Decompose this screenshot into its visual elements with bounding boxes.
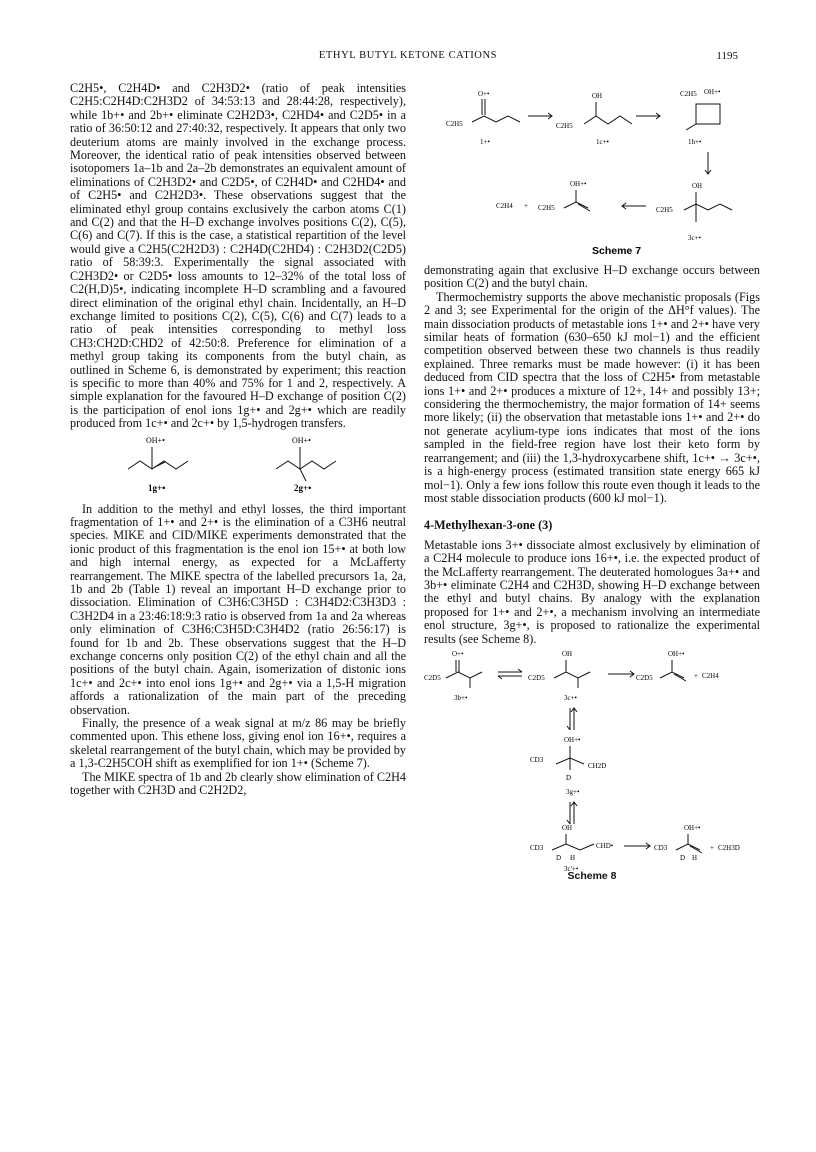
svg-text:1g+•: 1g+•	[148, 482, 166, 493]
svg-text:C2H5: C2H5	[556, 122, 573, 130]
left-paragraph-4: The MIKE spectra of 1b and 2b clearly show elimination of C2H4 together with C2H3D and C2H2D2,	[70, 769, 406, 798]
scheme7-arrow-4	[622, 203, 646, 209]
scheme-7	[424, 82, 760, 258]
svg-text:3g+•: 3g+•	[566, 787, 580, 796]
scheme8-structure-3b	[424, 650, 482, 702]
scheme8-structure-16	[636, 650, 719, 682]
left-paragraph-1: C2H5•, C2H4D• and C2H3D2• (ratio of peak intensities C2H5:C2H4D:C2H3D2 of 34:53:13 and 28:44:28, respectively), while 1b+• and 2b+• eliminate C2H2D3•, C2HD4• and C2D5• in a ratio of 36:50:12 and 27:40:32, respectively. It appears that only two deuterium atoms are mainly involved in the exchange process. Moreover, the identical ratio of peak intensities observed between isotopomers 1a–1b and 2a–2b demonstrates an equivalent amount of eliminations of C2H3D2• and C2D5•, of C2H4D• and C2HD4• and of C2H5• and C2H2D3•. These observations suggest that the eliminated ethyl group contains exclusively the carbon atoms C(1) and C(2) and that the H–D exchange involves positions C(2), C(5), C(6) and C(7). If this is the case, a statistical repartition of the level would give a C2H5(C2H2D3) : C2H4D(C2HD4) : C2H3D2(C2D5) ratio of 58:39:3. Experimentally the signal associated with C2H3D2• or C2D5• loss amounts to 12–32% of the total loss of C2(H,D)5•, indicating incomplete H–D scrambling and a favoured direct elimination of the original ethyl chain. Incidentally, an H–D exchange limited to positions C(2), C(5), C(6) and C(7) leads to a ratio of peak intensities corresponding to methyl loss CH3:CH2D:CHD2 of 42:50:8. Preference for elimination of a methyl group taking its components from the butyl chain, as outlined in Scheme 6, is demonstrated by experiment; this reaction is specific to more than 40% and 75% for 1 and 2, respectively. A simple explanation for the favoured H–D exchange of position C(2) is the participation of enol ions 1g+• and 2g+• which are readily produced from 1c+• and 2c+• by 1,5-hydrogen transfers.	[70, 81, 406, 431]
left-paragraph-3: Finally, the presence of a weak signal at m/z 86 may be briefly commented upon. This ethene loss, giving enol ion 16+•, requires a skeletal rearrangement of the butyl chain, which may be provided by a 1,3-C2H5COH shift as exemplified for ion 1+• (Scheme 7).	[70, 716, 406, 771]
scheme-8	[424, 646, 760, 872]
scheme8-structure-16d	[654, 824, 740, 862]
svg-text:D: D	[680, 853, 686, 862]
right-paragraph-3: Metastable ions 3+• dissociate almost exclusively by elimination of a C2H4 molecule to produce ions 16+•, i.e. the expected product of the McLafferty rearrangement. The deuterated homologues 3a+• and 3b+• eliminate C2H4 and C2H3D, showing H–D exchange between the ethyl and butyl chains. By analogy with the explanation proposed for 1+• and 2+•, a mechanism involving an intermediate enol structure, 3g+•, is proposed to rationalize the experimental results (see Scheme 8).	[424, 537, 760, 646]
scheme8-structure-3c	[528, 650, 590, 702]
svg-text:O+•: O+•	[452, 649, 464, 658]
scheme7-plus: +	[524, 202, 528, 210]
structure-2g	[276, 436, 336, 493]
scheme8-caption: Scheme 8	[567, 869, 617, 882]
scheme8-structure-3c-prime	[530, 824, 614, 872]
svg-text:C2D5: C2D5	[424, 673, 441, 682]
svg-text:OH+•: OH+•	[146, 435, 165, 445]
scheme8-equilibrium-3	[567, 802, 577, 824]
svg-text:1c+•: 1c+•	[596, 138, 610, 146]
svg-text:CD3: CD3	[530, 843, 544, 852]
scheme7-structure-16	[538, 180, 590, 212]
svg-text:+: +	[710, 843, 714, 852]
svg-text:C2H4: C2H4	[702, 671, 719, 680]
svg-text:D: D	[556, 853, 562, 862]
svg-text:OH+•: OH+•	[668, 649, 685, 658]
svg-text:2g+•: 2g+•	[294, 482, 312, 493]
svg-text:C2H5: C2H5	[538, 204, 555, 212]
left-column	[70, 82, 406, 798]
svg-text:CH2D: CH2D	[588, 761, 607, 770]
svg-text:H: H	[570, 853, 576, 862]
svg-text:OH: OH	[562, 649, 573, 658]
page-header	[0, 50, 816, 66]
svg-text:C2H5: C2H5	[680, 90, 697, 98]
structure-1g	[128, 436, 188, 493]
scheme7-structure-1c	[556, 92, 632, 146]
scheme7-caption: Scheme 7	[592, 245, 642, 257]
running-title: ETHYL BUTYL KETONE CATIONS	[318, 50, 498, 61]
svg-text:H: H	[692, 853, 698, 862]
svg-text:OH+•: OH+•	[564, 735, 581, 744]
right-paragraph-1: demonstrating again that exclusive H–D exchange occurs between position C(2) and the butyl chain.	[424, 263, 760, 291]
svg-text:OH+•: OH+•	[570, 180, 587, 188]
svg-text:3c+•: 3c+•	[564, 693, 578, 702]
right-paragraph-2: Thermochemistry supports the above mechanistic proposals (Figs 2 and 3; see Experimental for the origin of the ΔH°f values). The main dissociation products of metastable ions 1+• and 2+• have very similar heats of formation (630–650 kJ mol−1) and the efficient competition observed between these two channels is thus readily explained. Three remarks must be made however: (i) it has been deduced from CID spectra that the loss of C2H5• from metastable ions 1+• and 2+• produces a mixture of 12+, 14+ and possibly 13+; considering the thermochemistry, the major formation of 14+ seems more likely; (ii) the observation that metastable ions 1+• and 2+• do not generate acylium-type ions indicates that most of the ions sampled in the field-free region have lost their keto form by rearrangement; and (iii) the 1,3-hydroxycarbene shift, 1c+• → 3c+•, is a high-energy process (estimated transition state energy 665 kJ mol−1). Only a few ions follow this route even though it leads to the most stable dissociation products (600 kJ mol−1).	[424, 289, 760, 505]
scheme8-arrow-2	[624, 843, 650, 849]
svg-text:C2D5: C2D5	[528, 673, 545, 682]
svg-text:C2D5: C2D5	[636, 673, 653, 682]
left-paragraph-2: In addition to the methyl and ethyl losses, the third important fragmentation of 1+• and 2+• is the elimination of a C3H6 neutral species. MIKE and CID/MIKE experiments demonstrated that the ionic product of this fragmentation is the enol ion 15+• at both low and high internal energy, as expected for a McLafferty rearrangement. The MIKE spectra of the labelled precursors 1a, 2a, 1b and 2b (Table 1) reveal an important H–D exchange prior to dissociation. Elimination of C3H6:C3H5D : C3H4D2:C3H3D3 : C3H2D4 in a 23:46:18:9:3 ratio is observed from 1a and 2a whereas only elimination of C3H6:C3H5D:C3H4D2 (ratio 26:56:17) is found for 1b and 2b. These observations suggest that the H–D exchange concerns only position C(2) of the ethyl chain and all the positions of the butyl chain. Again, isomerization of distonic ions 1c+• and 2c+• into enol ions 1g+• and 2g+• via a 1,5-H migration affords a rationalization of the main part of the preceding observation.	[70, 501, 406, 717]
scheme7-structure-3c	[656, 182, 732, 242]
svg-text:CHD•: CHD•	[596, 841, 614, 850]
svg-text:C2H5: C2H5	[656, 206, 673, 214]
page-number: 1195	[716, 50, 738, 62]
scheme8-equilibrium-1	[498, 669, 522, 679]
structures-1g-2g	[70, 431, 406, 497]
scheme7-structure-1	[446, 90, 520, 146]
scheme8-equilibrium-2	[567, 708, 577, 730]
scheme7-structure-1h	[680, 88, 721, 146]
svg-text:3b+•: 3b+•	[454, 693, 468, 702]
svg-text:O+•: O+•	[478, 90, 490, 98]
svg-text:+: +	[694, 671, 698, 680]
svg-text:OH: OH	[562, 823, 573, 832]
svg-text:3c+•: 3c+•	[688, 234, 702, 242]
scheme8-structure-3g	[530, 736, 606, 796]
svg-text:1h+•: 1h+•	[688, 138, 702, 146]
svg-text:OH+•: OH+•	[292, 435, 311, 445]
svg-text:CD3: CD3	[654, 843, 668, 852]
scheme7-c2h4: C2H4	[496, 202, 513, 210]
svg-text:OH: OH	[692, 182, 703, 190]
scheme7-arrow-2	[636, 113, 660, 119]
svg-text:CD3: CD3	[530, 755, 544, 764]
svg-text:OH+•: OH+•	[704, 88, 721, 96]
svg-text:D: D	[566, 773, 572, 782]
svg-text:C2H5: C2H5	[446, 120, 463, 128]
svg-text:3c'+•: 3c'+•	[564, 864, 579, 872]
scheme7-arrow-3	[705, 152, 711, 174]
svg-text:1+•: 1+•	[480, 138, 490, 146]
svg-text:OH+•: OH+•	[684, 823, 701, 832]
scheme7-arrow-1	[528, 113, 552, 119]
svg-text:C2H3D: C2H3D	[718, 843, 740, 852]
right-column	[424, 82, 760, 883]
svg-text:OH: OH	[592, 92, 603, 100]
section-heading: 4-Methylhexan-3-one (3)	[424, 518, 553, 533]
scheme8-arrow-1	[608, 671, 634, 677]
